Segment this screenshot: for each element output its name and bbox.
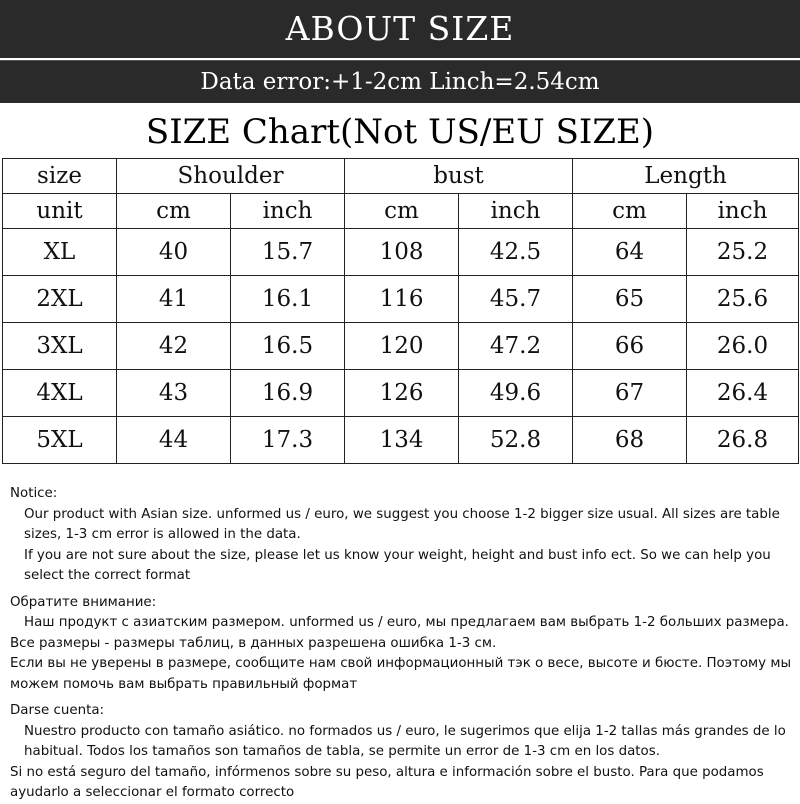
bust-cm-cell: 116 [345, 276, 459, 323]
header-row-units [3, 194, 799, 229]
bust-cm-cell: 126 [345, 370, 459, 417]
shoulder-inch-cell: 15.7 [231, 229, 345, 276]
data-error-banner [0, 60, 800, 103]
header-length-inch: inch [687, 194, 799, 229]
header-size: size [3, 159, 117, 194]
length-cm-cell: 67 [573, 370, 687, 417]
table-row [3, 276, 799, 323]
notice-paragraph: Si no está seguro del tamaño, infórmenos sobre su peso, altura e información sobre el busto. Para que podamos ayudarlo a seleccionar el formato correcto [10, 764, 764, 800]
length-inch-cell: 25.2 [687, 229, 799, 276]
length-inch-cell: 25.6 [687, 276, 799, 323]
bust-inch-cell: 52.8 [459, 417, 573, 464]
header-length: Length [573, 159, 799, 194]
banner-title: ABOUT SIZE [285, 9, 515, 48]
notice-paragraph: Наш продукт с азиатским размером. unformed us / euro, мы предлагаем вам выбрать 1-2 больших размера. [24, 615, 789, 630]
header-shoulder: Shoulder [117, 159, 345, 194]
header-shoulder-cm: cm [117, 194, 231, 229]
size-cell: 4XL [3, 370, 117, 417]
size-cell: 5XL [3, 417, 117, 464]
size-chart-title: SIZE Chart(Not US/EU SIZE) [145, 112, 655, 152]
length-cm-cell: 66 [573, 323, 687, 370]
banner-subtitle: Data error:+1-2cm Linch=2.54cm [200, 69, 600, 95]
shoulder-cm-cell: 42 [117, 323, 231, 370]
shoulder-inch-cell: 17.3 [231, 417, 345, 464]
header-length-cm: cm [573, 194, 687, 229]
notes-section [10, 484, 792, 804]
shoulder-inch-cell: 16.9 [231, 370, 345, 417]
size-cell: 3XL [3, 323, 117, 370]
header-bust-cm: cm [345, 194, 459, 229]
about-size-banner [0, 0, 800, 58]
bust-inch-cell: 47.2 [459, 323, 573, 370]
length-cm-cell: 64 [573, 229, 687, 276]
length-cm-cell: 65 [573, 276, 687, 323]
table-row [3, 417, 799, 464]
bust-cm-cell: 134 [345, 417, 459, 464]
bust-cm-cell: 120 [345, 323, 459, 370]
bust-inch-cell: 42.5 [459, 229, 573, 276]
notice-paragraph: Если вы не уверены в размере, сообщите нам свой информационный тэк о весе, высоте и бюсте. Поэтому мы можем помочь вам выбрать правильный формат [10, 656, 792, 692]
notice-heading-es: Darse cuenta: [10, 703, 105, 718]
size-cell: 2XL [3, 276, 117, 323]
header-shoulder-inch: inch [231, 194, 345, 229]
header-bust-inch: inch [459, 194, 573, 229]
header-row-groups [3, 159, 799, 194]
header-unit: unit [3, 194, 117, 229]
table-row [3, 229, 799, 276]
notice-paragraph: Our product with Asian size. unformed us / euro, we suggest you choose 1-2 bigger size usual. All sizes are table sizes, 1-3 cm error is allowed in the data. [24, 506, 780, 542]
header-bust: bust [345, 159, 573, 194]
bust-inch-cell: 45.7 [459, 276, 573, 323]
notice-paragraph: If you are not sure about the size, please let us know your weight, height and bust info ect. So we can help you select the correct format [24, 547, 771, 583]
size-table [2, 158, 799, 464]
shoulder-cm-cell: 40 [117, 229, 231, 276]
notice-paragraph: Все размеры - размеры таблиц, в данных разрешена ошибка 1-3 см. [10, 635, 497, 651]
shoulder-cm-cell: 44 [117, 417, 231, 464]
shoulder-inch-cell: 16.1 [231, 276, 345, 323]
table-row [3, 323, 799, 370]
length-inch-cell: 26.0 [687, 323, 799, 370]
bust-cm-cell: 108 [345, 229, 459, 276]
bust-inch-cell: 49.6 [459, 370, 573, 417]
shoulder-cm-cell: 43 [117, 370, 231, 417]
table-row [3, 370, 799, 417]
length-inch-cell: 26.4 [687, 370, 799, 417]
shoulder-cm-cell: 41 [117, 276, 231, 323]
notice-paragraph: Nuestro producto con tamaño asiático. no formados us / euro, le sugerimos que elija 1-2 tallas más grandes de lo habitual. Todos los tamaños son tamaños de tabla, se permite un error de 1-3 cm en los datos. [24, 723, 786, 759]
length-inch-cell: 26.8 [687, 417, 799, 464]
size-cell: XL [3, 229, 117, 276]
length-cm-cell: 68 [573, 417, 687, 464]
notice-heading-en: Notice: [10, 486, 58, 501]
shoulder-inch-cell: 16.5 [231, 323, 345, 370]
notice-heading-ru: Обратите внимание: [10, 594, 157, 610]
